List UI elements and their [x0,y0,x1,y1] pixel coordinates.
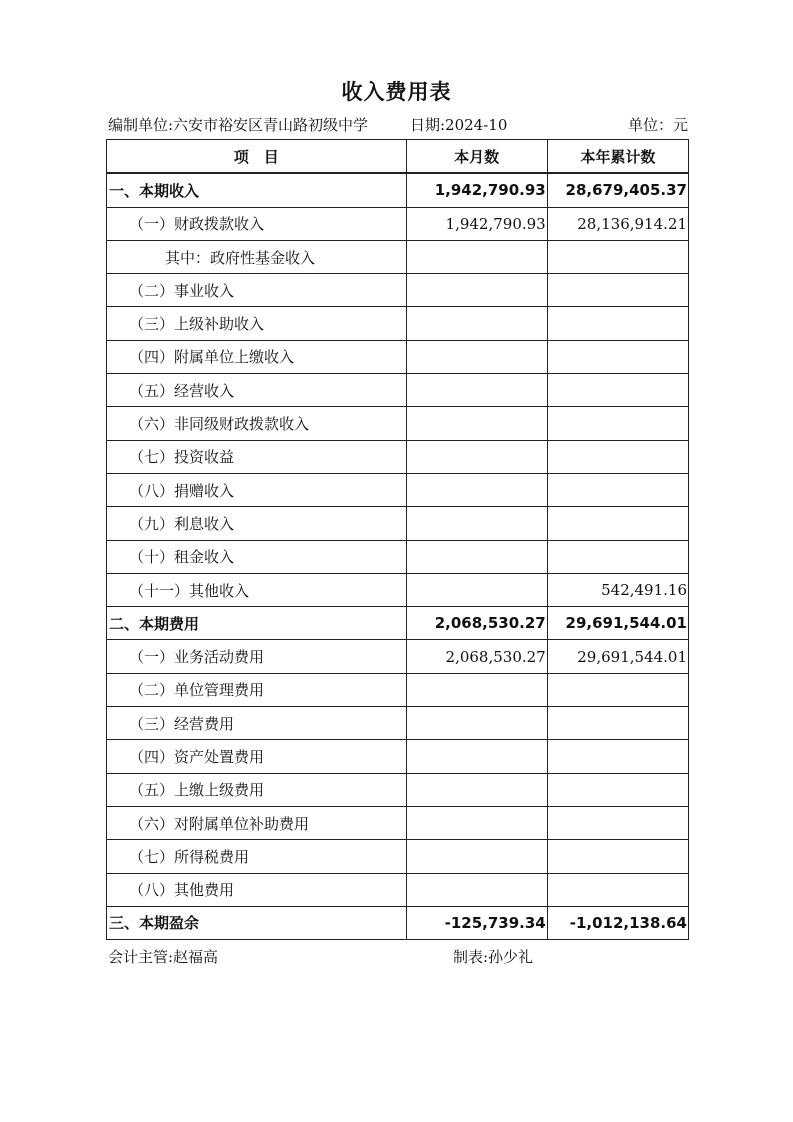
month-amount [406,673,547,706]
month-amount [406,806,547,839]
row-label: （六）对附属单位补助费用 [107,806,407,839]
row-label: （五）经营收入 [107,374,407,407]
row-label: 一、本期收入 [107,173,407,207]
ytd-amount: 29,691,544.01 [547,640,688,673]
month-amount [406,274,547,307]
table-row [107,773,689,806]
preparer-signature: 制表:孙少礼 [453,948,534,966]
ytd-amount [547,507,688,540]
table-header-row [107,140,689,174]
month-amount [406,773,547,806]
ytd-amount [547,307,688,340]
column-header-ytd: 本年累计数 [547,140,688,174]
row-label: （一）财政拨款收入 [107,207,407,240]
month-amount [406,740,547,773]
row-label: （九）利息收入 [107,507,407,540]
month-amount [406,440,547,473]
ytd-amount [547,707,688,740]
table-row [107,873,689,906]
table-row [107,640,689,673]
table-row [107,507,689,540]
row-label: （一）业务活动费用 [107,640,407,673]
report-date: 日期:2024-10 [410,116,508,134]
table-row [107,407,689,440]
table-row [107,573,689,606]
ytd-amount [547,240,688,273]
ytd-amount [547,840,688,873]
row-label: （二）单位管理费用 [107,673,407,706]
column-header-month: 本月数 [406,140,547,174]
month-amount: 1,942,790.93 [406,173,547,207]
reporting-unit: 编制单位:六安市裕安区青山路初级中学 [108,116,369,134]
row-label: （四）资产处置费用 [107,740,407,773]
row-label: （三）经营费用 [107,707,407,740]
report-title: 收入费用表 [341,80,452,104]
month-amount [406,707,547,740]
row-label: 其中：政府性基金收入 [107,240,407,273]
ytd-amount [547,540,688,573]
row-label: （七）所得税费用 [107,840,407,873]
table-row [107,740,689,773]
row-label: （二）事业收入 [107,274,407,307]
table-row [107,240,689,273]
table-row [107,840,689,873]
ytd-amount [547,673,688,706]
row-label: （十）租金收入 [107,540,407,573]
table-row [107,473,689,506]
table-row [107,540,689,573]
ytd-amount: 28,136,914.21 [547,207,688,240]
table-row [107,673,689,706]
row-label: （四）附属单位上缴收入 [107,340,407,373]
ytd-amount [547,274,688,307]
row-label: （五）上缴上级费用 [107,773,407,806]
month-amount [406,340,547,373]
table-row [107,274,689,307]
row-label: （三）上级补助收入 [107,307,407,340]
row-label: 二、本期费用 [107,607,407,640]
row-label: 三、本期盈余 [107,906,407,939]
month-amount [406,840,547,873]
table-row [107,374,689,407]
month-amount [406,573,547,606]
table-body [107,173,689,939]
row-label: （八）捐赠收入 [107,473,407,506]
month-amount [406,240,547,273]
table-row [107,207,689,240]
currency-unit: 单位：元 [627,116,688,134]
ytd-amount [547,473,688,506]
table-row [107,607,689,640]
report-footer [108,946,688,968]
month-amount [406,873,547,906]
report-meta [108,114,688,136]
table-row [107,307,689,340]
month-amount [406,407,547,440]
table-row [107,173,689,207]
ytd-amount [547,440,688,473]
month-amount: 2,068,530.27 [406,607,547,640]
month-amount [406,473,547,506]
month-amount: 1,942,790.93 [406,207,547,240]
table-row [107,906,689,939]
row-label: （七）投资收益 [107,440,407,473]
ytd-amount [547,806,688,839]
ytd-amount [547,740,688,773]
ytd-amount: -1,012,138.64 [547,906,688,939]
month-amount: -125,739.34 [406,906,547,939]
month-amount [406,540,547,573]
ytd-amount [547,773,688,806]
ytd-amount: 542,491.16 [547,573,688,606]
month-amount [406,307,547,340]
month-amount [406,374,547,407]
ytd-amount [547,340,688,373]
month-amount: 2,068,530.27 [406,640,547,673]
table-row [107,707,689,740]
income-expense-table [106,139,689,940]
ytd-amount [547,873,688,906]
row-label: （十一）其他收入 [107,573,407,606]
ytd-amount: 29,691,544.01 [547,607,688,640]
column-header-item: 项 目 [107,140,407,174]
table-row [107,806,689,839]
ytd-amount: 28,679,405.37 [547,173,688,207]
table-row [107,340,689,373]
row-label: （六）非同级财政拨款收入 [107,407,407,440]
month-amount [406,507,547,540]
accountant-signature: 会计主管:赵福高 [108,948,219,966]
table-row [107,440,689,473]
ytd-amount [547,407,688,440]
row-label: （八）其他费用 [107,873,407,906]
ytd-amount [547,374,688,407]
